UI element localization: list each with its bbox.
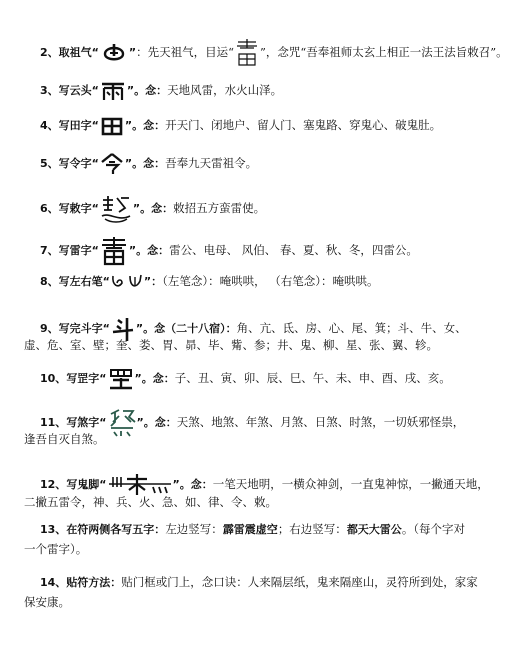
- item-10: [40, 368, 503, 390]
- item-heading-tail: ”。念：: [134, 372, 175, 385]
- item-heading: 写煞字“: [66, 416, 107, 429]
- item-text: 开天门、闭地户、留人门、塞鬼路、穿鬼心、破鬼肚。: [165, 118, 442, 132]
- item-5: [40, 153, 503, 175]
- bi-glyph-icon: [110, 273, 144, 291]
- item-text-continued: 二撇五雷令，神、兵、火、急、如、律、令、敕。: [24, 495, 277, 509]
- item-14: [40, 574, 503, 591]
- item-text: 一笔天地明，一横众神剑，一直鬼神惊，一撇通天地，: [212, 477, 489, 491]
- item-heading: 写令字“: [58, 157, 99, 170]
- item-text: （左笔念）：唵哄哄， （右笔念）：唵哄哄。: [162, 274, 379, 288]
- item-text-3: 。（每个字对: [401, 522, 466, 536]
- item-heading-tail: ”。念：: [124, 119, 166, 132]
- item-number: 5、: [40, 157, 59, 170]
- item-text-2: ”，念咒“吾奉祖师太玄上相正一法王法旨敕召”。: [260, 45, 508, 59]
- chi-glyph-icon: [99, 194, 133, 224]
- item-text: 雷公、电母、 风伯、 春、夏、秋、冬，四雷公。: [169, 243, 418, 257]
- item-number: 6、: [40, 202, 59, 215]
- item-heading-tail: ”。念：: [136, 416, 177, 429]
- item-text: 左边竖写：: [165, 522, 223, 536]
- qi-glyph-icon: [99, 42, 129, 64]
- gang-glyph-icon: [107, 368, 135, 390]
- item-13: [40, 521, 503, 538]
- item-3: [40, 80, 503, 102]
- item-number: 2、: [40, 46, 59, 59]
- item-text-2: ；右边竖写：: [277, 522, 347, 536]
- item-heading-tail: ”。念：: [132, 202, 174, 215]
- item-heading-tail: ”。念：: [128, 244, 170, 257]
- item-text-continued: 一个雷字）。: [24, 542, 88, 556]
- item-number: 4、: [40, 119, 59, 132]
- item-text: 敕招五方蛮雷使。: [173, 201, 266, 215]
- item-number: 9、: [40, 322, 59, 335]
- item-4: [40, 116, 503, 136]
- item-heading: 写鬼脚“: [66, 478, 107, 491]
- item-heading: 写罡字“: [66, 372, 107, 385]
- item-number: 11、: [40, 416, 67, 429]
- item-heading: 写田字“: [58, 119, 99, 132]
- item-12-continuation: [24, 494, 503, 510]
- item-number: 3、: [40, 84, 59, 97]
- item-text-continued: 逢吾自灭自煞。: [24, 432, 105, 446]
- item-text: 子、丑、寅、卯、辰、巳、午、未、申、酉、戌、亥。: [174, 371, 451, 385]
- item-number: 13、: [40, 523, 67, 536]
- item-13-continuation: [24, 541, 503, 557]
- item-heading: 写敕字“: [58, 202, 99, 215]
- item-heading: 贴符方法：: [66, 576, 122, 589]
- item-text: 贴门框或门上，念口诀：人来隔层纸，鬼来隔座山，灵符所到处，家家: [121, 575, 478, 589]
- item-heading-tail: ”：: [143, 275, 163, 288]
- lei-glyph-icon: [99, 236, 129, 266]
- item-6: [40, 194, 503, 224]
- item-11-continuation: [24, 431, 503, 447]
- item-heading: 写完斗字“: [58, 322, 110, 335]
- item-7: [40, 236, 503, 266]
- item-heading: 写云头“: [58, 84, 99, 97]
- ling-glyph-icon: [99, 153, 125, 175]
- item-heading-tail: ”。念（二十八宿）：: [135, 322, 237, 335]
- tian-glyph-icon: [99, 116, 125, 136]
- item-text: 天地风雷，水火山泽。: [167, 83, 283, 97]
- item-text: 天煞、地煞、年煞、月煞、日煞、时煞，一切妖邪怪祟，: [176, 415, 465, 429]
- item-heading: 写雷字“: [58, 244, 99, 257]
- item-text: 吾奉九天雷祖令。: [165, 156, 258, 170]
- item-text-continued: 保安康。: [24, 595, 70, 609]
- yuntou-glyph-icon: [99, 80, 127, 102]
- item-heading: 取祖气“: [58, 46, 99, 59]
- item-9-continuation: [24, 337, 503, 353]
- item-heading-tail: ”。念：: [126, 84, 168, 97]
- item-text: 角、亢、氐、房、心、尾、箕；斗、牛、女、: [236, 321, 467, 335]
- item-number: 10、: [40, 372, 67, 385]
- item-14-continuation: [24, 594, 503, 610]
- right-vertical-words: 都天大雷公: [346, 523, 402, 536]
- item-number: 8、: [40, 275, 59, 288]
- item-text-continued: 虚、危、室、壁；奎、娄、胃、昴、毕、觜、参；井、鬼、柳、星、张、翼、轸。: [24, 338, 438, 352]
- item-heading: 在符两侧各写五字：: [66, 523, 166, 536]
- lei-small-glyph-icon: [234, 38, 260, 68]
- item-number: 7、: [40, 244, 59, 257]
- item-number: 12、: [40, 478, 67, 491]
- item-heading: 写左右笔“: [58, 275, 110, 288]
- item-2: [40, 38, 508, 68]
- item-8: [40, 273, 503, 291]
- left-vertical-words: 霹雷震虚空: [222, 523, 278, 536]
- item-number: 14、: [40, 576, 67, 589]
- item-heading-tail: ”。念：: [124, 157, 166, 170]
- item-heading-tail: ”: [128, 46, 137, 59]
- item-heading-tail: ”。念：: [172, 478, 213, 491]
- item-text: ：先天祖气，目运“: [136, 45, 235, 59]
